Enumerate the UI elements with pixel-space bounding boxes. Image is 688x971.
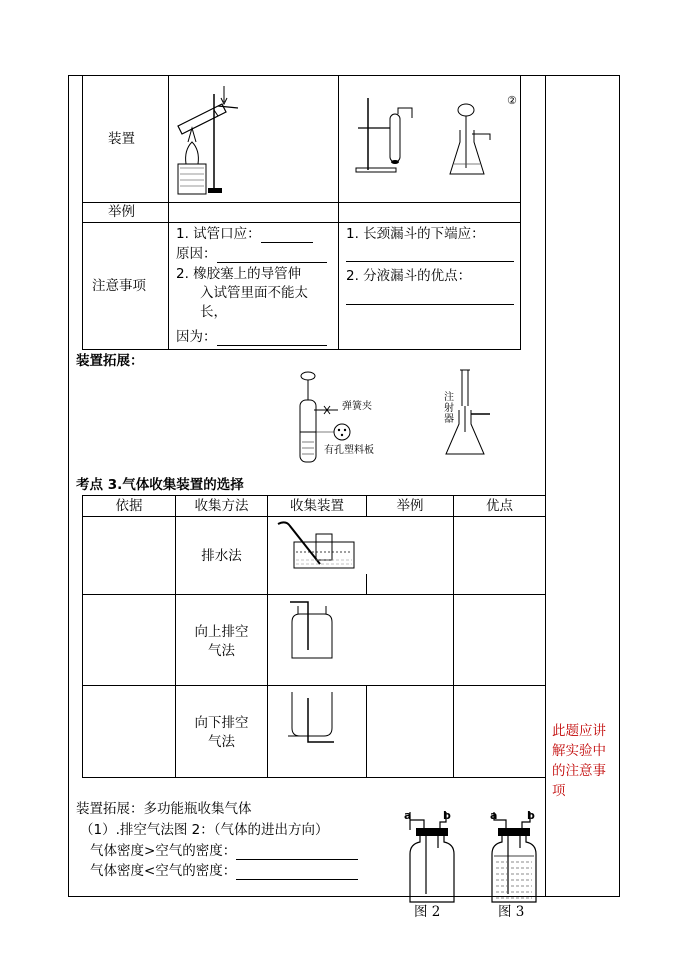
left-note-item1 <box>176 226 313 243</box>
blank-line[interactable] <box>236 847 358 860</box>
table2-col2-divider <box>267 495 268 778</box>
table2-header-bottom <box>82 516 545 517</box>
side-note-line1: 此题应讲 <box>552 723 606 739</box>
table2-top-border <box>82 495 545 496</box>
test-tube-stand-drawing <box>354 96 414 176</box>
outer-top-border <box>68 75 620 76</box>
table1-col2-divider <box>338 75 339 349</box>
table1-left-border <box>82 75 83 349</box>
solid-heating-apparatus-drawing <box>174 84 254 194</box>
table2-row1-bottom <box>82 594 545 595</box>
flask-funnel-drawing <box>450 98 510 178</box>
left-note-item2-line2: 入试管里面不能太 <box>200 285 308 301</box>
row-label-device: 装置 <box>108 131 135 147</box>
right-note-item2: 2. 分液漏斗的优点： <box>346 268 472 284</box>
label-syringe <box>444 392 454 425</box>
extension2-heading: 装置拓展：多功能瓶收集气体 <box>76 801 252 817</box>
blank-line[interactable] <box>236 867 358 880</box>
blank-line[interactable] <box>217 250 327 263</box>
left-note-item2-line3: 长， <box>200 304 227 320</box>
blank-line[interactable] <box>261 230 313 243</box>
table1-col1-divider <box>168 75 169 349</box>
blank-line[interactable] <box>346 261 514 262</box>
downward-air-bottle-drawing <box>288 690 338 750</box>
method-upward-air-l1: 向上排空 <box>194 624 249 640</box>
left-note-cause <box>176 329 327 346</box>
blank-line[interactable] <box>346 304 514 305</box>
side-note-line4: 项 <box>552 783 566 799</box>
fig3-caption: 图 3 <box>498 904 525 920</box>
header-advantage: 优点 <box>486 498 513 514</box>
outer-right-border <box>619 75 620 897</box>
header-apparatus: 收集装置 <box>290 498 344 514</box>
header-example: 举例 <box>396 498 424 514</box>
extension1-heading: 装置拓展： <box>76 353 144 369</box>
left-note-item1-text: 1. 试管口应： <box>176 226 261 242</box>
table2-row2-bottom <box>82 685 545 686</box>
fig2-port-a: a <box>404 809 412 822</box>
method-upward-air-l2: 气法 <box>208 643 235 659</box>
method-downward-air-l2: 气法 <box>208 734 235 750</box>
left-note-cause-text: 因为： <box>176 329 217 345</box>
blank-line[interactable] <box>217 333 327 346</box>
density-greater-row <box>90 843 358 860</box>
table1-bottom-border <box>82 349 521 350</box>
section3-heading: 考点 3.气体收集装置的选择 <box>76 477 244 493</box>
side-note-line3: 的注意事 <box>552 763 606 779</box>
fig2-caption: 图 2 <box>414 904 441 920</box>
method-downward-air-l1: 向下排空 <box>194 715 249 731</box>
table2-bottom-border <box>82 777 545 778</box>
method-water-displacement: 排水法 <box>201 548 242 564</box>
left-note-item2-line1: 2. 橡胶塞上的导管伸 <box>176 266 302 282</box>
density-greater-text: 气体密度>空气的密度： <box>90 843 237 859</box>
fig3-port-b: b <box>527 809 535 822</box>
upward-air-bottle-drawing <box>288 600 338 664</box>
row-label-notes: 注意事项 <box>92 278 146 294</box>
circle-marker-2: ② <box>507 94 517 107</box>
side-note-line2: 解实验中 <box>552 743 606 759</box>
header-method: 收集方法 <box>194 498 249 514</box>
label-porous-plate: 有孔塑料板 <box>324 445 374 456</box>
extension2-item1: （1）.排空气法图 2：（气体的进出方向） <box>80 822 329 838</box>
density-less-text: 气体密度<空气的密度： <box>90 863 237 879</box>
side-column-divider <box>545 75 546 897</box>
table1-row1-bottom <box>82 202 521 203</box>
water-displacement-drawing <box>276 520 358 572</box>
label-syringe-text: 注射器 <box>444 392 454 425</box>
table2-left-border <box>82 495 83 778</box>
table2-col3-divider-r3 <box>366 685 367 778</box>
fig2-port-b: b <box>443 809 451 822</box>
fig3-port-a: a <box>490 809 498 822</box>
header-basis: 依据 <box>115 498 143 514</box>
left-note-reason-text: 原因： <box>176 246 217 262</box>
table2-col3-divider-r1 <box>366 574 367 595</box>
row-label-example: 举例 <box>108 204 135 220</box>
right-note-item1: 1. 长颈漏斗的下端应： <box>346 226 485 242</box>
table1-row2-bottom <box>82 222 521 223</box>
table1-right-border <box>520 75 521 349</box>
left-note-reason <box>176 246 327 263</box>
outer-left-border <box>68 75 69 897</box>
label-spring-clip: 弹簧夹 <box>342 401 372 412</box>
density-less-row <box>90 863 358 880</box>
table2-col4-divider <box>453 495 454 778</box>
